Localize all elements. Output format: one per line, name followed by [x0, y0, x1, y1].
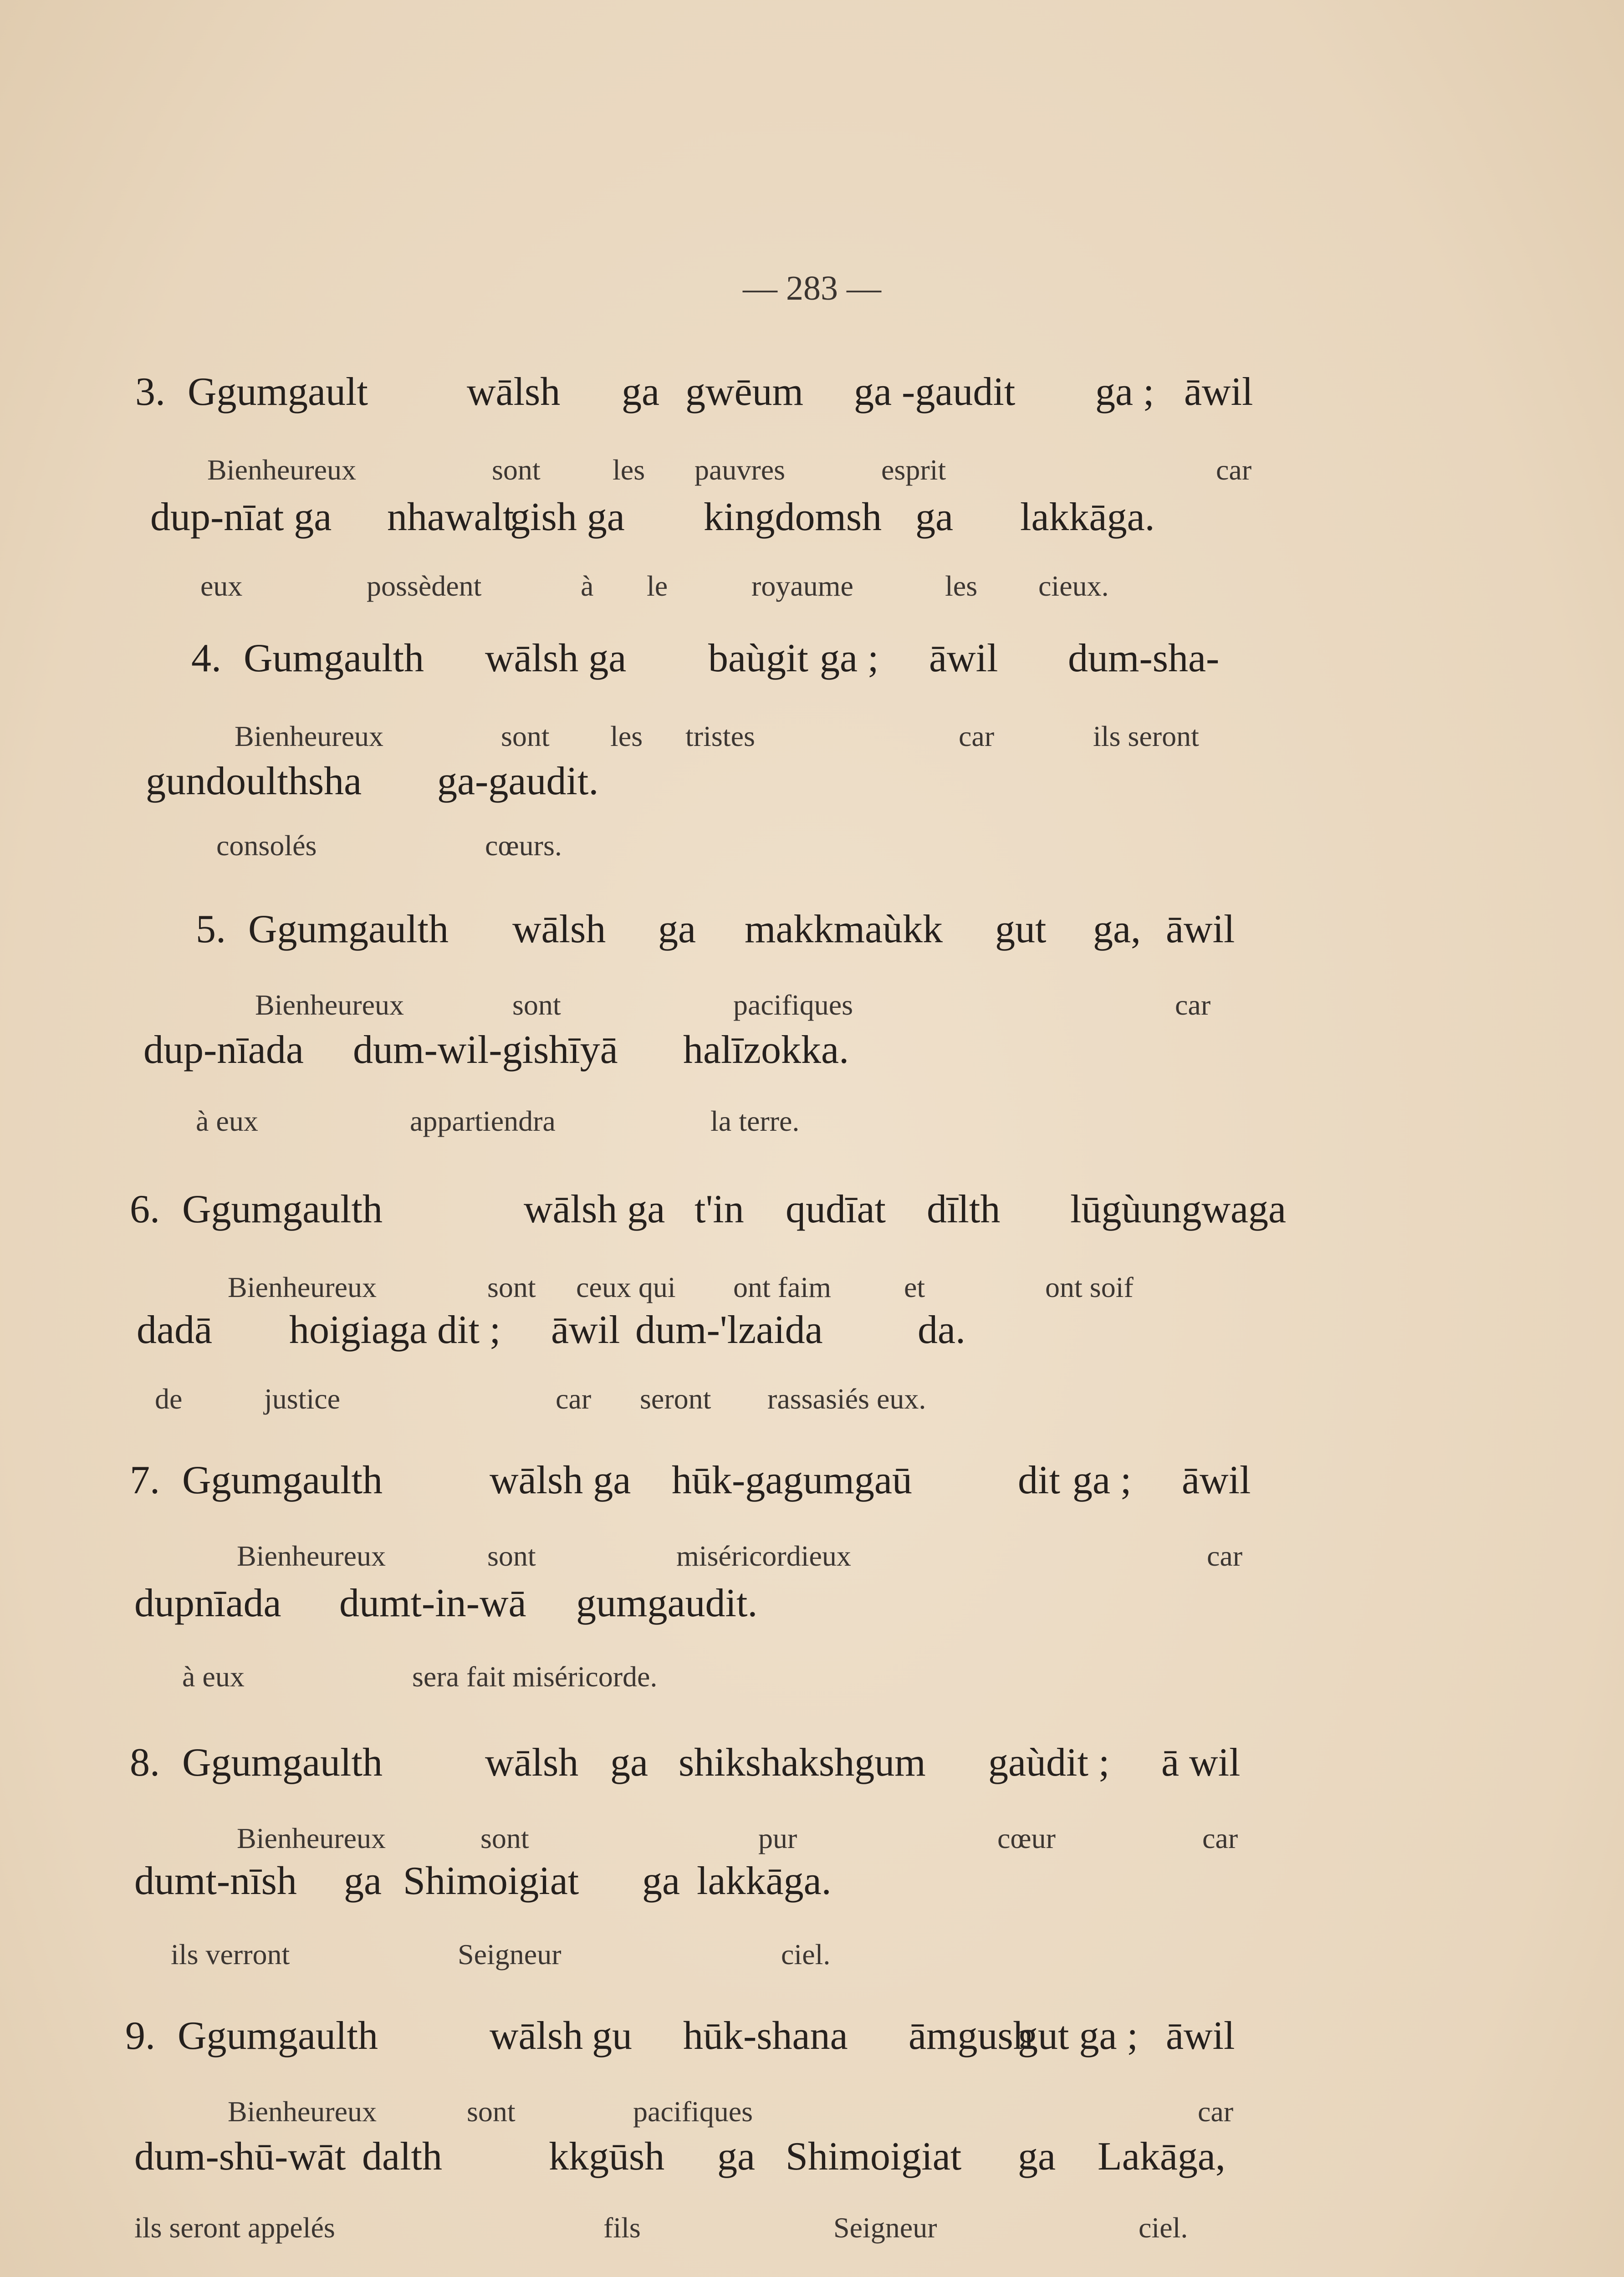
- gloss-word: ciel.: [781, 1938, 831, 1971]
- native-word: āmgush: [909, 2014, 1033, 2058]
- gloss-word: pauvres: [695, 454, 786, 486]
- gloss-word: sont: [467, 2095, 516, 2128]
- native-word: dit: [1018, 1458, 1060, 1502]
- gloss-word: Bienheureux: [255, 989, 404, 1021]
- native-word: dum-wil-gishīyā: [353, 1028, 618, 1072]
- native-word: wālsh: [485, 1741, 579, 1785]
- native-word: makkmaùkk: [745, 907, 943, 951]
- native-line: [0, 906, 1624, 952]
- gloss-word: à eux: [182, 1660, 245, 1693]
- native-word: ga-gaudit.: [437, 759, 599, 803]
- native-word: hoigiaga dit ;: [289, 1308, 501, 1352]
- verse-number: 4.: [191, 636, 221, 680]
- native-word: dumt-nīsh: [134, 1859, 297, 1903]
- native-word: dum-'lzaida: [635, 1308, 823, 1352]
- native-word: wālsh: [467, 370, 561, 414]
- gloss-word: possèdent: [367, 570, 482, 602]
- native-word: lūgùungwaga: [1070, 1187, 1287, 1231]
- gloss-word: les: [613, 454, 645, 486]
- native-word: dum-shū-wāt: [134, 2134, 346, 2179]
- gloss-word: cieux.: [1038, 570, 1109, 602]
- gloss-line: [0, 1938, 1624, 1983]
- native-word: Ggumgault: [188, 370, 368, 414]
- native-word: baùgit: [708, 636, 808, 680]
- native-word: ga: [642, 1859, 680, 1903]
- native-word: gundoulthsha: [146, 759, 362, 803]
- gloss-word: car: [1207, 1540, 1243, 1572]
- native-word: Ggumgaulth: [182, 1187, 383, 1231]
- native-line: [0, 758, 1624, 804]
- gloss-word: Bienheureux: [235, 720, 383, 752]
- gloss-word: la terre.: [710, 1105, 800, 1137]
- native-word: ga: [1018, 2134, 1056, 2179]
- verse-number: 5.: [196, 907, 226, 951]
- native-word: ga: [610, 1741, 649, 1785]
- native-line: [0, 1580, 1624, 1626]
- gloss-word: sera fait miséricorde.: [412, 1660, 658, 1693]
- gloss-line: [0, 453, 1624, 499]
- gloss-word: les: [610, 720, 643, 752]
- gloss-word: ont faim: [733, 1271, 832, 1303]
- verse-number: 9.: [125, 2014, 155, 2058]
- native-word: gumgaudit.: [576, 1581, 758, 1625]
- native-word: halīzokka.: [683, 1028, 849, 1072]
- gloss-word: Seigneur: [458, 1938, 562, 1971]
- native-word: hūk-gagumgaū: [672, 1458, 912, 1502]
- verse-number: 7.: [130, 1458, 160, 1502]
- native-word: wālsh: [512, 907, 606, 951]
- native-word: nhawalt: [387, 495, 514, 539]
- gloss-word: fils: [603, 2211, 641, 2244]
- native-word: gut: [995, 907, 1047, 951]
- gloss-word: sont: [501, 720, 550, 752]
- native-word: ga: [915, 495, 954, 539]
- native-line: [0, 369, 1624, 414]
- native-word: Ggumgaulth: [248, 907, 449, 951]
- native-word: Ggumgaulth: [182, 1458, 383, 1502]
- gloss-line: [0, 1660, 1624, 1705]
- native-word: ga: [717, 2134, 756, 2179]
- verse-number: 6.: [130, 1187, 160, 1231]
- gloss-word: Bienheureux: [228, 1271, 377, 1303]
- gloss-word: pacifiques: [733, 989, 853, 1021]
- gloss-line: [0, 829, 1624, 874]
- native-line: [0, 1740, 1624, 1785]
- gloss-word: car: [1175, 989, 1211, 1021]
- gloss-word: à eux: [196, 1105, 258, 1137]
- native-word: Shimoigiat: [786, 2134, 962, 2179]
- native-word: Shimoigiat: [403, 1859, 579, 1903]
- native-word: shikshakshgum: [679, 1741, 926, 1785]
- gloss-word: le: [647, 570, 668, 602]
- native-word: ga,: [1093, 907, 1141, 951]
- native-word: āwil: [1166, 2014, 1235, 2058]
- native-word: Ggumgaulth: [182, 1741, 383, 1785]
- native-word: da.: [918, 1308, 966, 1352]
- gloss-word: miséricordieux: [676, 1540, 851, 1572]
- gloss-word: sont: [512, 989, 561, 1021]
- native-line: [0, 494, 1624, 540]
- gloss-word: pacifiques: [633, 2095, 753, 2128]
- gloss-word: justice: [264, 1383, 341, 1415]
- gloss-word: ils verront: [171, 1938, 290, 1971]
- native-word: ga ;: [1095, 370, 1154, 414]
- native-word: Ggumgaulth: [178, 2014, 378, 2058]
- native-word: āwil: [551, 1308, 620, 1352]
- gloss-word: et: [904, 1271, 925, 1303]
- gloss-word: Bienheureux: [228, 2095, 377, 2128]
- gloss-line: [0, 2211, 1624, 2257]
- native-line: [0, 2013, 1624, 2058]
- native-word: kingdomsh: [704, 495, 882, 539]
- native-word: gu: [592, 2014, 632, 2058]
- gloss-word: cœurs.: [485, 829, 562, 862]
- native-word: dalth: [362, 2134, 442, 2179]
- native-word: ga ;: [1072, 1458, 1132, 1502]
- native-word: gish ga: [510, 495, 625, 539]
- gloss-word: car: [1202, 1822, 1238, 1854]
- page-number: — 283 —: [743, 269, 881, 307]
- gloss-word: les: [945, 570, 978, 602]
- native-word: kkgūsh: [549, 2134, 665, 2179]
- native-word: dum-sha-: [1068, 636, 1220, 680]
- native-word: dīlth: [927, 1187, 1001, 1231]
- gloss-word: ils seront appelés: [134, 2211, 335, 2244]
- native-word: dumt-in-wā: [339, 1581, 526, 1625]
- native-line: [0, 1858, 1624, 1904]
- gloss-word: ceux qui: [576, 1271, 676, 1303]
- native-word: lakkāga.: [1020, 495, 1155, 539]
- gloss-word: seront: [640, 1383, 711, 1415]
- native-word: Lakāga,: [1098, 2134, 1226, 2179]
- gloss-word: sont: [492, 454, 541, 486]
- gloss-word: esprit: [881, 454, 946, 486]
- native-word: ga ;: [820, 636, 879, 680]
- gloss-word: royaume: [751, 570, 853, 602]
- native-word: āwil: [929, 636, 998, 680]
- gloss-word: car: [959, 720, 995, 752]
- native-line: [0, 1027, 1624, 1072]
- gloss-word: ont soif: [1045, 1271, 1134, 1303]
- gloss-word: Bienheureux: [237, 1540, 386, 1572]
- native-word: dadā: [137, 1308, 213, 1352]
- native-line: [0, 1186, 1624, 1232]
- native-word: Gumgaulth: [244, 636, 424, 680]
- native-word: ga: [622, 370, 660, 414]
- gloss-word: car: [1216, 454, 1252, 486]
- verse-number: 8.: [130, 1741, 160, 1785]
- gloss-word: appartiendra: [410, 1105, 556, 1137]
- native-line: [0, 1307, 1624, 1353]
- gloss-word: à: [581, 570, 594, 602]
- native-word: ā wil: [1161, 1741, 1241, 1785]
- native-word: dupnīada: [134, 1581, 281, 1625]
- gloss-word: eux: [200, 570, 243, 602]
- native-word: hūk-shana: [683, 2014, 848, 2058]
- native-word: dup-nīada: [143, 1028, 304, 1072]
- gloss-word: sont: [487, 1540, 536, 1572]
- gloss-word: car: [556, 1383, 592, 1415]
- gloss-word: ciel.: [1139, 2211, 1188, 2244]
- native-word: ga: [658, 907, 696, 951]
- gloss-word: car: [1198, 2095, 1234, 2128]
- native-word: wālsh ga: [490, 1458, 631, 1502]
- native-word: t'in: [695, 1187, 744, 1231]
- gloss-word: Seigneur: [833, 2211, 937, 2244]
- native-word: āwil: [1166, 907, 1235, 951]
- gloss-line: [0, 1104, 1624, 1150]
- native-word: wālsh ga: [524, 1187, 665, 1231]
- native-word: gwēum: [685, 370, 804, 414]
- gloss-word: cœur: [997, 1822, 1056, 1854]
- native-word: gut ga ;: [1018, 2014, 1138, 2058]
- native-word: āwil: [1182, 1458, 1251, 1502]
- gloss-line: [0, 1539, 1624, 1585]
- gloss-word: sont: [480, 1822, 529, 1854]
- gloss-word: consolés: [216, 829, 317, 862]
- verse-number: 3.: [135, 370, 165, 414]
- gloss-word: sont: [487, 1271, 536, 1303]
- native-word: qudīat: [786, 1187, 886, 1231]
- native-line: [0, 635, 1624, 681]
- gloss-word: ils seront: [1093, 720, 1199, 752]
- gloss-line: [0, 1382, 1624, 1428]
- gloss-word: de: [155, 1383, 183, 1415]
- native-line: [0, 1457, 1624, 1503]
- native-word: wālsh: [490, 2014, 583, 2058]
- gloss-word: Bienheureux: [207, 454, 356, 486]
- native-word: ga: [344, 1859, 382, 1903]
- native-word: dup-nīat ga: [150, 495, 332, 539]
- gloss-word: pur: [758, 1822, 797, 1854]
- native-line: [0, 2134, 1624, 2179]
- native-word: lakkāga.: [697, 1859, 832, 1903]
- native-word: ga -gaudit: [854, 370, 1016, 414]
- native-word: āwil: [1184, 370, 1253, 414]
- gloss-word: rassasiés eux.: [767, 1383, 926, 1415]
- gloss-line: [0, 569, 1624, 615]
- gloss-word: tristes: [685, 720, 755, 752]
- native-word: gaùdit ;: [988, 1741, 1110, 1785]
- gloss-word: Bienheureux: [237, 1822, 386, 1854]
- native-word: wālsh ga: [485, 636, 627, 680]
